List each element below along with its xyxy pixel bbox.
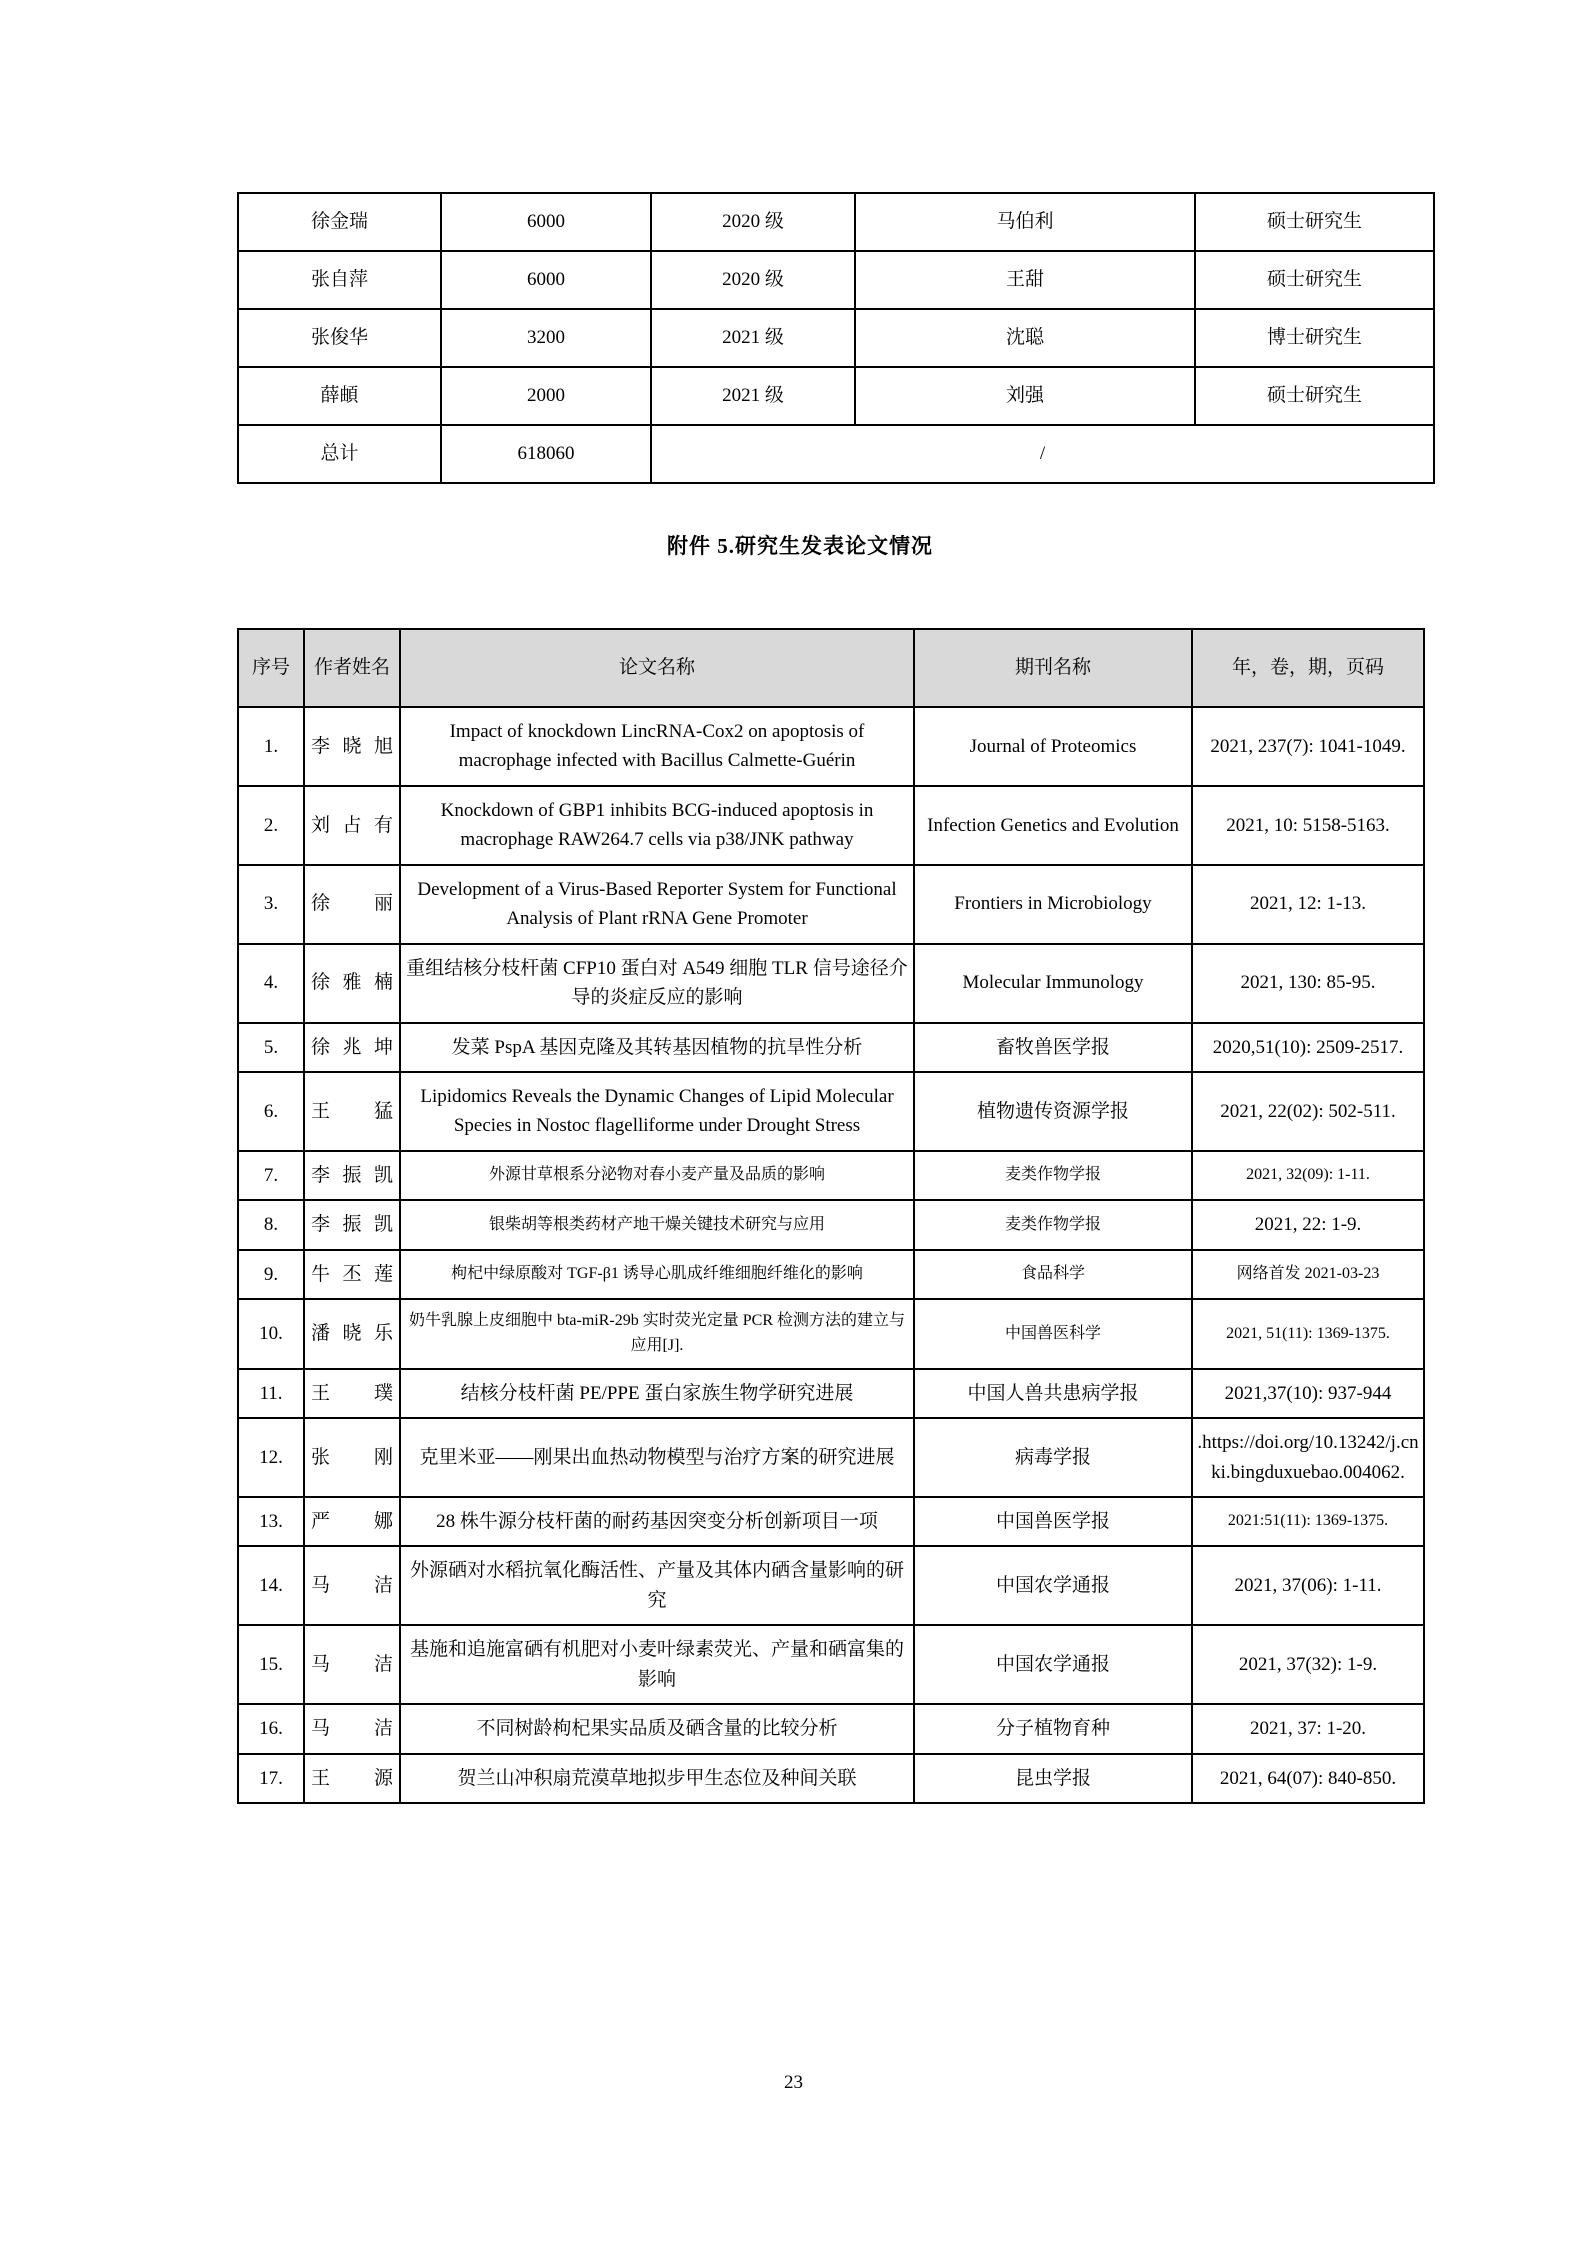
paper-no-cell: 8.	[238, 1200, 304, 1249]
stipend-row	[238, 309, 1434, 367]
paper-journal-cell: Journal of Proteomics	[914, 707, 1192, 786]
stipend-table-body	[238, 193, 1434, 483]
paper-row	[238, 1369, 1424, 1418]
advisor-cell: 沈聪	[855, 309, 1195, 367]
paper-ref-cell: 2021, 37: 1-20.	[1192, 1704, 1424, 1753]
paper-ref-cell: 2021, 22(02): 502-511.	[1192, 1072, 1424, 1151]
page-content	[237, 0, 1419, 1804]
paper-no-cell: 11.	[238, 1369, 304, 1418]
paper-no-cell: 2.	[238, 786, 304, 865]
paper-journal-cell: 分子植物育种	[914, 1704, 1192, 1753]
paper-title-cell: 发菜 PspA 基因克隆及其转基因植物的抗旱性分析	[400, 1023, 914, 1072]
grade-cell: 2021 级	[651, 367, 855, 425]
paper-row	[238, 1072, 1424, 1151]
paper-title-cell: 枸杞中绿原酸对 TGF-β1 诱导心肌成纤维细胞纤维化的影响	[400, 1250, 914, 1299]
student-type-cell: 硕士研究生	[1195, 251, 1434, 309]
paper-author-cell: 徐兆坤	[304, 1023, 400, 1072]
attachment-title: 附件 5.研究生发表论文情况	[667, 534, 933, 558]
paper-row	[238, 1625, 1424, 1704]
paper-no-cell: 3.	[238, 865, 304, 944]
paper-ref-cell: 2021, 237(7): 1041-1049.	[1192, 707, 1424, 786]
paper-author-cell: 张刚	[304, 1418, 400, 1497]
paper-ref-cell: 2021,37(10): 937-944	[1192, 1369, 1424, 1418]
paper-author-cell: 严娜	[304, 1497, 400, 1546]
student-name-cell: 张俊华	[238, 309, 441, 367]
stipend-row	[238, 251, 1434, 309]
advisor-cell: 马伯利	[855, 193, 1195, 251]
paper-ref-cell: 2021:51(11): 1369-1375.	[1192, 1497, 1424, 1546]
paper-row	[238, 1023, 1424, 1072]
paper-author-cell: 王璞	[304, 1369, 400, 1418]
paper-ref-cell: 2021, 12: 1-13.	[1192, 865, 1424, 944]
paper-author-cell: 王猛	[304, 1072, 400, 1151]
papers-header-row	[238, 629, 1424, 707]
paper-title-cell: 基施和追施富硒有机肥对小麦叶绿素荧光、产量和硒富集的影响	[400, 1625, 914, 1704]
paper-no-cell: 5.	[238, 1023, 304, 1072]
paper-no-cell: 13.	[238, 1497, 304, 1546]
student-type-cell: 硕士研究生	[1195, 193, 1434, 251]
advisor-cell: 刘强	[855, 367, 1195, 425]
paper-row	[238, 1546, 1424, 1625]
paper-row	[238, 944, 1424, 1023]
paper-author-cell: 马洁	[304, 1625, 400, 1704]
column-header-no: 序号	[238, 629, 304, 707]
amount-cell: 6000	[441, 251, 651, 309]
paper-ref-cell: .https://doi.org/10.13242/j.cnki.bingduxuebao.004062.	[1192, 1418, 1424, 1497]
total-merged-cell: /	[651, 425, 1434, 483]
stipend-row	[238, 367, 1434, 425]
paper-title-cell: 28 株牛源分枝杆菌的耐药基因突变分析创新项目一项	[400, 1497, 914, 1546]
paper-ref-cell: 2020,51(10): 2509-2517.	[1192, 1023, 1424, 1072]
column-header-ref: 年，卷，期，页码	[1192, 629, 1424, 707]
papers-table	[237, 628, 1425, 1804]
paper-author-cell: 王源	[304, 1754, 400, 1803]
paper-ref-cell: 2021, 37(32): 1-9.	[1192, 1625, 1424, 1704]
paper-row	[238, 1754, 1424, 1803]
papers-table-head	[238, 629, 1424, 707]
page-number: 23	[784, 2072, 803, 2093]
paper-title-cell: 贺兰山冲积扇荒漠草地拟步甲生态位及种间关联	[400, 1754, 914, 1803]
paper-author-cell: 马洁	[304, 1704, 400, 1753]
stipend-row	[238, 193, 1434, 251]
grade-cell: 2020 级	[651, 193, 855, 251]
amount-cell: 2000	[441, 367, 651, 425]
paper-journal-cell: 昆虫学报	[914, 1754, 1192, 1803]
paper-row	[238, 865, 1424, 944]
student-type-cell: 硕士研究生	[1195, 367, 1434, 425]
paper-journal-cell: 中国农学通报	[914, 1625, 1192, 1704]
paper-title-cell: 外源硒对水稻抗氧化酶活性、产量及其体内硒含量影响的研究	[400, 1546, 914, 1625]
paper-row	[238, 1418, 1424, 1497]
paper-row	[238, 1299, 1424, 1369]
paper-no-cell: 12.	[238, 1418, 304, 1497]
paper-no-cell: 17.	[238, 1754, 304, 1803]
paper-no-cell: 9.	[238, 1250, 304, 1299]
column-header-title: 论文名称	[400, 629, 914, 707]
paper-title-cell: 奶牛乳腺上皮细胞中 bta-miR-29b 实时荧光定量 PCR 检测方法的建立与应用[J].	[400, 1299, 914, 1369]
paper-no-cell: 1.	[238, 707, 304, 786]
paper-author-cell: 牛丕莲	[304, 1250, 400, 1299]
paper-title-cell: 外源甘草根系分泌物对春小麦产量及品质的影响	[400, 1151, 914, 1200]
paper-title-cell: 结核分枝杆菌 PE/PPE 蛋白家族生物学研究进展	[400, 1369, 914, 1418]
paper-ref-cell: 2021, 130: 85-95.	[1192, 944, 1424, 1023]
paper-journal-cell: 畜牧兽医学报	[914, 1023, 1192, 1072]
stipend-table	[237, 192, 1435, 484]
paper-author-cell: 徐丽	[304, 865, 400, 944]
paper-journal-cell: 中国农学通报	[914, 1546, 1192, 1625]
paper-title-cell: 克里米亚——刚果出血热动物模型与治疗方案的研究进展	[400, 1418, 914, 1497]
paper-no-cell: 4.	[238, 944, 304, 1023]
amount-cell: 3200	[441, 309, 651, 367]
advisor-cell: 王甜	[855, 251, 1195, 309]
stipend-total-row	[238, 425, 1434, 483]
paper-row	[238, 1200, 1424, 1249]
paper-journal-cell: Molecular Immunology	[914, 944, 1192, 1023]
paper-title-cell: 不同树龄枸杞果实品质及硒含量的比较分析	[400, 1704, 914, 1753]
paper-row	[238, 1497, 1424, 1546]
paper-author-cell: 刘占有	[304, 786, 400, 865]
paper-no-cell: 14.	[238, 1546, 304, 1625]
paper-title-cell: 银柴胡等根类药材产地干燥关键技术研究与应用	[400, 1200, 914, 1249]
paper-author-cell: 李振凯	[304, 1200, 400, 1249]
paper-author-cell: 马洁	[304, 1546, 400, 1625]
paper-journal-cell: 中国兽医科学	[914, 1299, 1192, 1369]
student-type-cell: 博士研究生	[1195, 309, 1434, 367]
student-name-cell: 徐金瑞	[238, 193, 441, 251]
paper-ref-cell: 2021, 10: 5158-5163.	[1192, 786, 1424, 865]
grade-cell: 2021 级	[651, 309, 855, 367]
paper-ref-cell: 2021, 64(07): 840-850.	[1192, 1754, 1424, 1803]
paper-ref-cell: 网络首发 2021-03-23	[1192, 1250, 1424, 1299]
paper-journal-cell: 病毒学报	[914, 1418, 1192, 1497]
paper-row	[238, 1704, 1424, 1753]
paper-no-cell: 10.	[238, 1299, 304, 1369]
column-header-journal: 期刊名称	[914, 629, 1192, 707]
paper-row	[238, 1151, 1424, 1200]
paper-title-cell: 重组结核分枝杆菌 CFP10 蛋白对 A549 细胞 TLR 信号途径介导的炎症反应的影响	[400, 944, 914, 1023]
paper-row	[238, 786, 1424, 865]
paper-no-cell: 6.	[238, 1072, 304, 1151]
amount-cell: 6000	[441, 193, 651, 251]
paper-ref-cell: 2021, 51(11): 1369-1375.	[1192, 1299, 1424, 1369]
paper-journal-cell: 中国人兽共患病学报	[914, 1369, 1192, 1418]
paper-journal-cell: 食品科学	[914, 1250, 1192, 1299]
paper-title-cell: Lipidomics Reveals the Dynamic Changes of Lipid Molecular Species in Nostoc flagelliforme under Drought Stress	[400, 1072, 914, 1151]
paper-no-cell: 16.	[238, 1704, 304, 1753]
paper-title-cell: Knockdown of GBP1 inhibits BCG-induced apoptosis in macrophage RAW264.7 cells via p38/JNK pathway	[400, 786, 914, 865]
grade-cell: 2020 级	[651, 251, 855, 309]
student-name-cell: 张自萍	[238, 251, 441, 309]
paper-ref-cell: 2021, 37(06): 1-11.	[1192, 1546, 1424, 1625]
paper-journal-cell: 麦类作物学报	[914, 1200, 1192, 1249]
paper-row	[238, 1250, 1424, 1299]
paper-author-cell: 李晓旭	[304, 707, 400, 786]
paper-ref-cell: 2021, 22: 1-9.	[1192, 1200, 1424, 1249]
paper-author-cell: 徐雅楠	[304, 944, 400, 1023]
papers-table-body	[238, 707, 1424, 1803]
column-header-author: 作者姓名	[304, 629, 400, 707]
paper-no-cell: 15.	[238, 1625, 304, 1704]
paper-author-cell: 李振凯	[304, 1151, 400, 1200]
paper-title-cell: Development of a Virus-Based Reporter System for Functional Analysis of Plant rRNA Gene Promoter	[400, 865, 914, 944]
paper-journal-cell: 麦类作物学报	[914, 1151, 1192, 1200]
total-label-cell: 总计	[238, 425, 441, 483]
paper-journal-cell: 植物遗传资源学报	[914, 1072, 1192, 1151]
student-name-cell: 薛頔	[238, 367, 441, 425]
paper-title-cell: Impact of knockdown LincRNA-Cox2 on apoptosis of macrophage infected with Bacillus Calmette-Guérin	[400, 707, 914, 786]
paper-journal-cell: 中国兽医学报	[914, 1497, 1192, 1546]
paper-journal-cell: Infection Genetics and Evolution	[914, 786, 1192, 865]
paper-no-cell: 7.	[238, 1151, 304, 1200]
paper-author-cell: 潘晓乐	[304, 1299, 400, 1369]
paper-journal-cell: Frontiers in Microbiology	[914, 865, 1192, 944]
paper-row	[238, 707, 1424, 786]
total-amount-cell: 618060	[441, 425, 651, 483]
paper-ref-cell: 2021, 32(09): 1-11.	[1192, 1151, 1424, 1200]
